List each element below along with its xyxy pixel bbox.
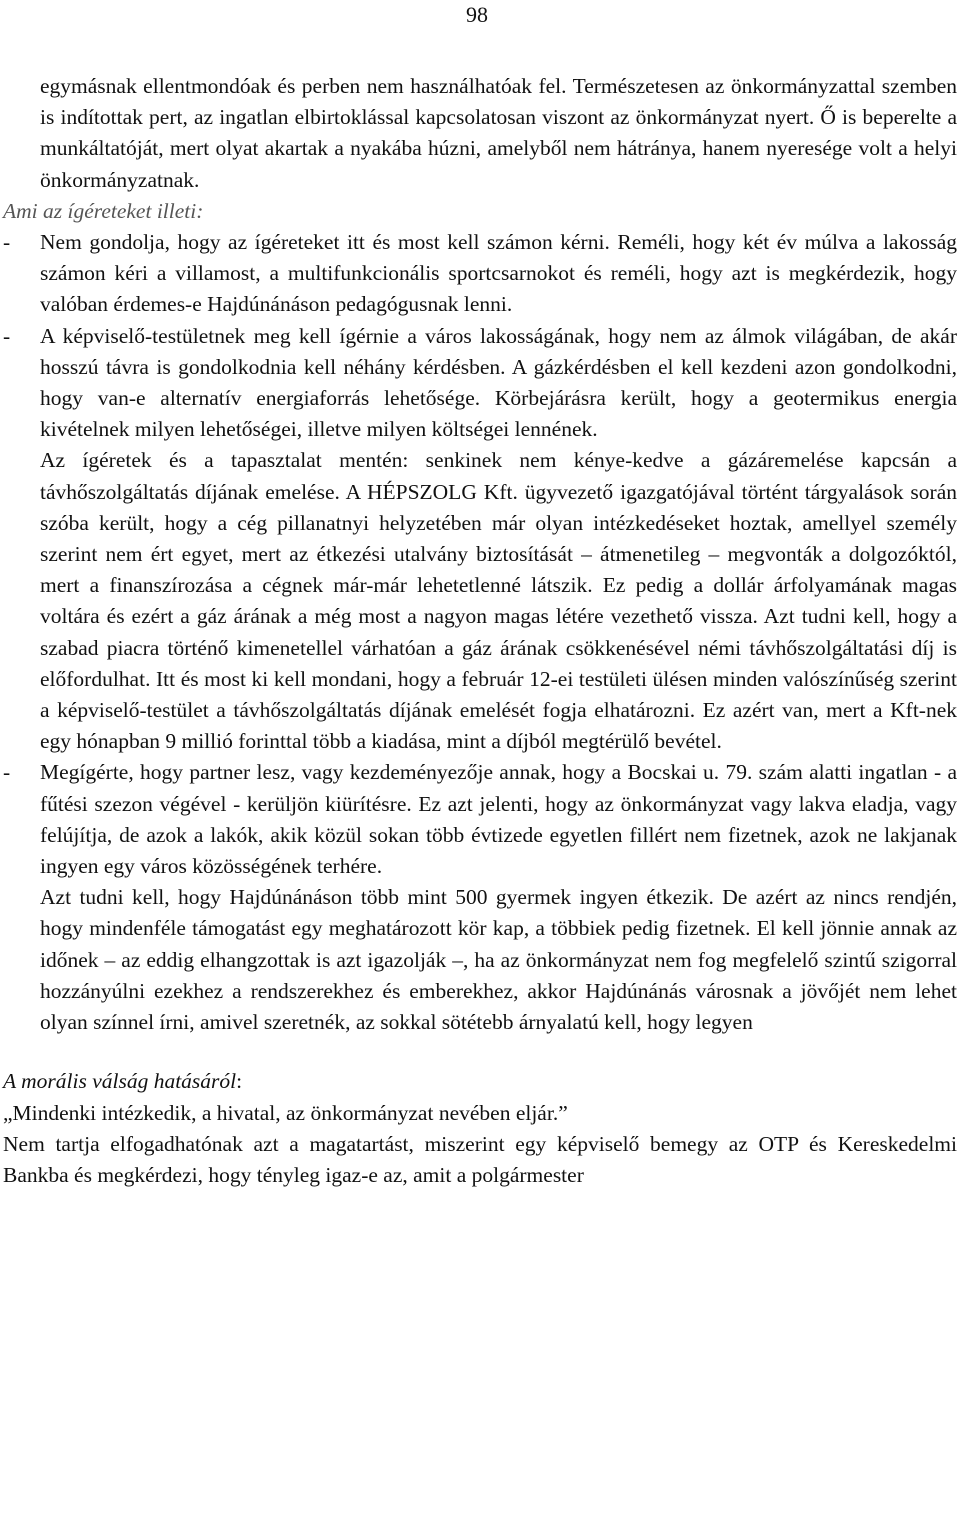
promise-continuation: Azt tudni kell, hogy Hajdúnánáson több mint 500 gyermek ingyen étkezik. De azért az nincs rendjén, hogy mindenféle támogatást egy meghatározott kör kap, a többiek pedig fizetnek. El kell jönnie annak az időnek – az eddig elhangzottak is azt igazolják –, ha az önkormányzat nem fog megfelelő szintű szigorral hozzányúlni ezekhez a rendszerekhez és emberekhez, akkor Hajdúnánás városnak a jövőjét nem lehet olyan színnel írni, amivel szeretnék, az sokkal sötétebb árnyalatú kell, hogy legyen [40,885,957,1035]
promises-heading: Ami az ígéreteket illeti: [3,198,204,223]
promise-item-2 [3,321,957,758]
promise-text: Nem gondolja, hogy az ígéreteket itt és most kell számon kérni. Reméli, hogy két év múlva a lakosság számon kéri a villamost, a multifunkcionális sportcsarnokot és reméli, hogy azt is megkérdezik, hogy valóban érdemes-e Hajdúnánáson pedagógusnak lenni. [40,230,957,317]
list-dash: - [3,760,11,785]
moral-heading-line [3,1066,957,1097]
promise-text: Megígérte, hogy partner lesz, vagy kezdeményezője annak, hogy a Bocskai u. 79. szám alatti ingatlan - a fűtési szezon végével - kerüljön kiürítésre. Ez azt jelenti, hogy az önkormányzat vagy lakva eladja, vagy felújítja, de azok a lakók, akik közül sokan több évtizede egyetlen fillért nem fizetnek, azok ne lakjanak ingyen egy város közösségének terhére. [40,760,957,879]
closing-paragraph: Nem tartja elfogadhatónak azt a magatartást, miszerint egy képviselő bemegy az OTP és Kereskedelmi Bankba és megkérdezi, hogy tényleg igaz-e az, amit a polgármester [3,1131,957,1187]
document-body [3,71,957,1191]
moral-heading: A morális válság hatásáról [3,1069,237,1094]
list-dash: - [3,323,11,348]
page-number: 98 [466,2,488,27]
promise-item-3 [3,757,957,1038]
quote: „Mindenki intézkedik, a hivatal, az önkormányzat nevében eljár.” [3,1100,568,1125]
list-dash: - [3,230,11,255]
promise-text: A képviselő-testületnek meg kell ígérnie a város lakosságának, hogy nem az álmok világában, de akár hosszú távra is gondolkodnia kell néhány kérdésben. A gázkérdésben el kell kezdeni azon gondolkodni, hogy van-e alternatív energiaforrás lehetősége. Körbejárásra került, hogy a geotermikus energia kivételnek milyen lehetőségei, illetve milyen költségei lennének. [40,323,957,442]
promise-continuation: Az ígéretek és a tapasztalat mentén: senkinek nem kénye-kedve a gázáremelése kapcsán a távhőszolgáltatás díjának emelése. A HÉPSZOLG Kft. ügyvezető igazgatójával történt tárgyalások során szóba került, hogy a cég pillanatnyi helyzetében már olyan intézkedéseket hoztak, amellyel személy szerint nem ért egyet, mert az étkezési utalvány biztosítását – átmenetileg – megvonták a dolgozóktól, mert a finanszírozása a cégnek már-már lehetetlenné látszik. Ez pedig a dollár árfolyamának magas voltára és ezért a gáz árának a még most a nagyon magas létére vezethető vissza. Azt tudni kell, hogy a szabad piacra történő kimenetellel várhatóan a gáz árának csökkenésével némi távhőszolgáltatási díj is előfordulhat. Itt és most ki kell mondani, hogy a február 12-ei testületi ülésen minden valószínűség szerint a képviselő-testület a távhőszolgáltatás díjának emelését fogja elhatározni. Ez azért van, mert a Kft-nek egy hónapban 9 millió forinttal több a kiadása, mint a díjból megtérülő bevétel. [40,448,957,754]
moral-heading-colon: : [236,1069,243,1094]
promise-item-1 [3,227,957,321]
opening-paragraph: egymásnak ellentmondóak és perben nem használhatóak fel. Természetesen az önkormányzattal szemben is indítottak pert, az ingatlan elbirtoklással kapcsolatosan viszont az önkormányzat nyert. Ő is beperelte a munkáltatóját, mert olyat akartak a nyakába húzni, amelyből nem hátránya, hanem nyeresége volt a helyi önkormányzatnak. [40,74,957,192]
